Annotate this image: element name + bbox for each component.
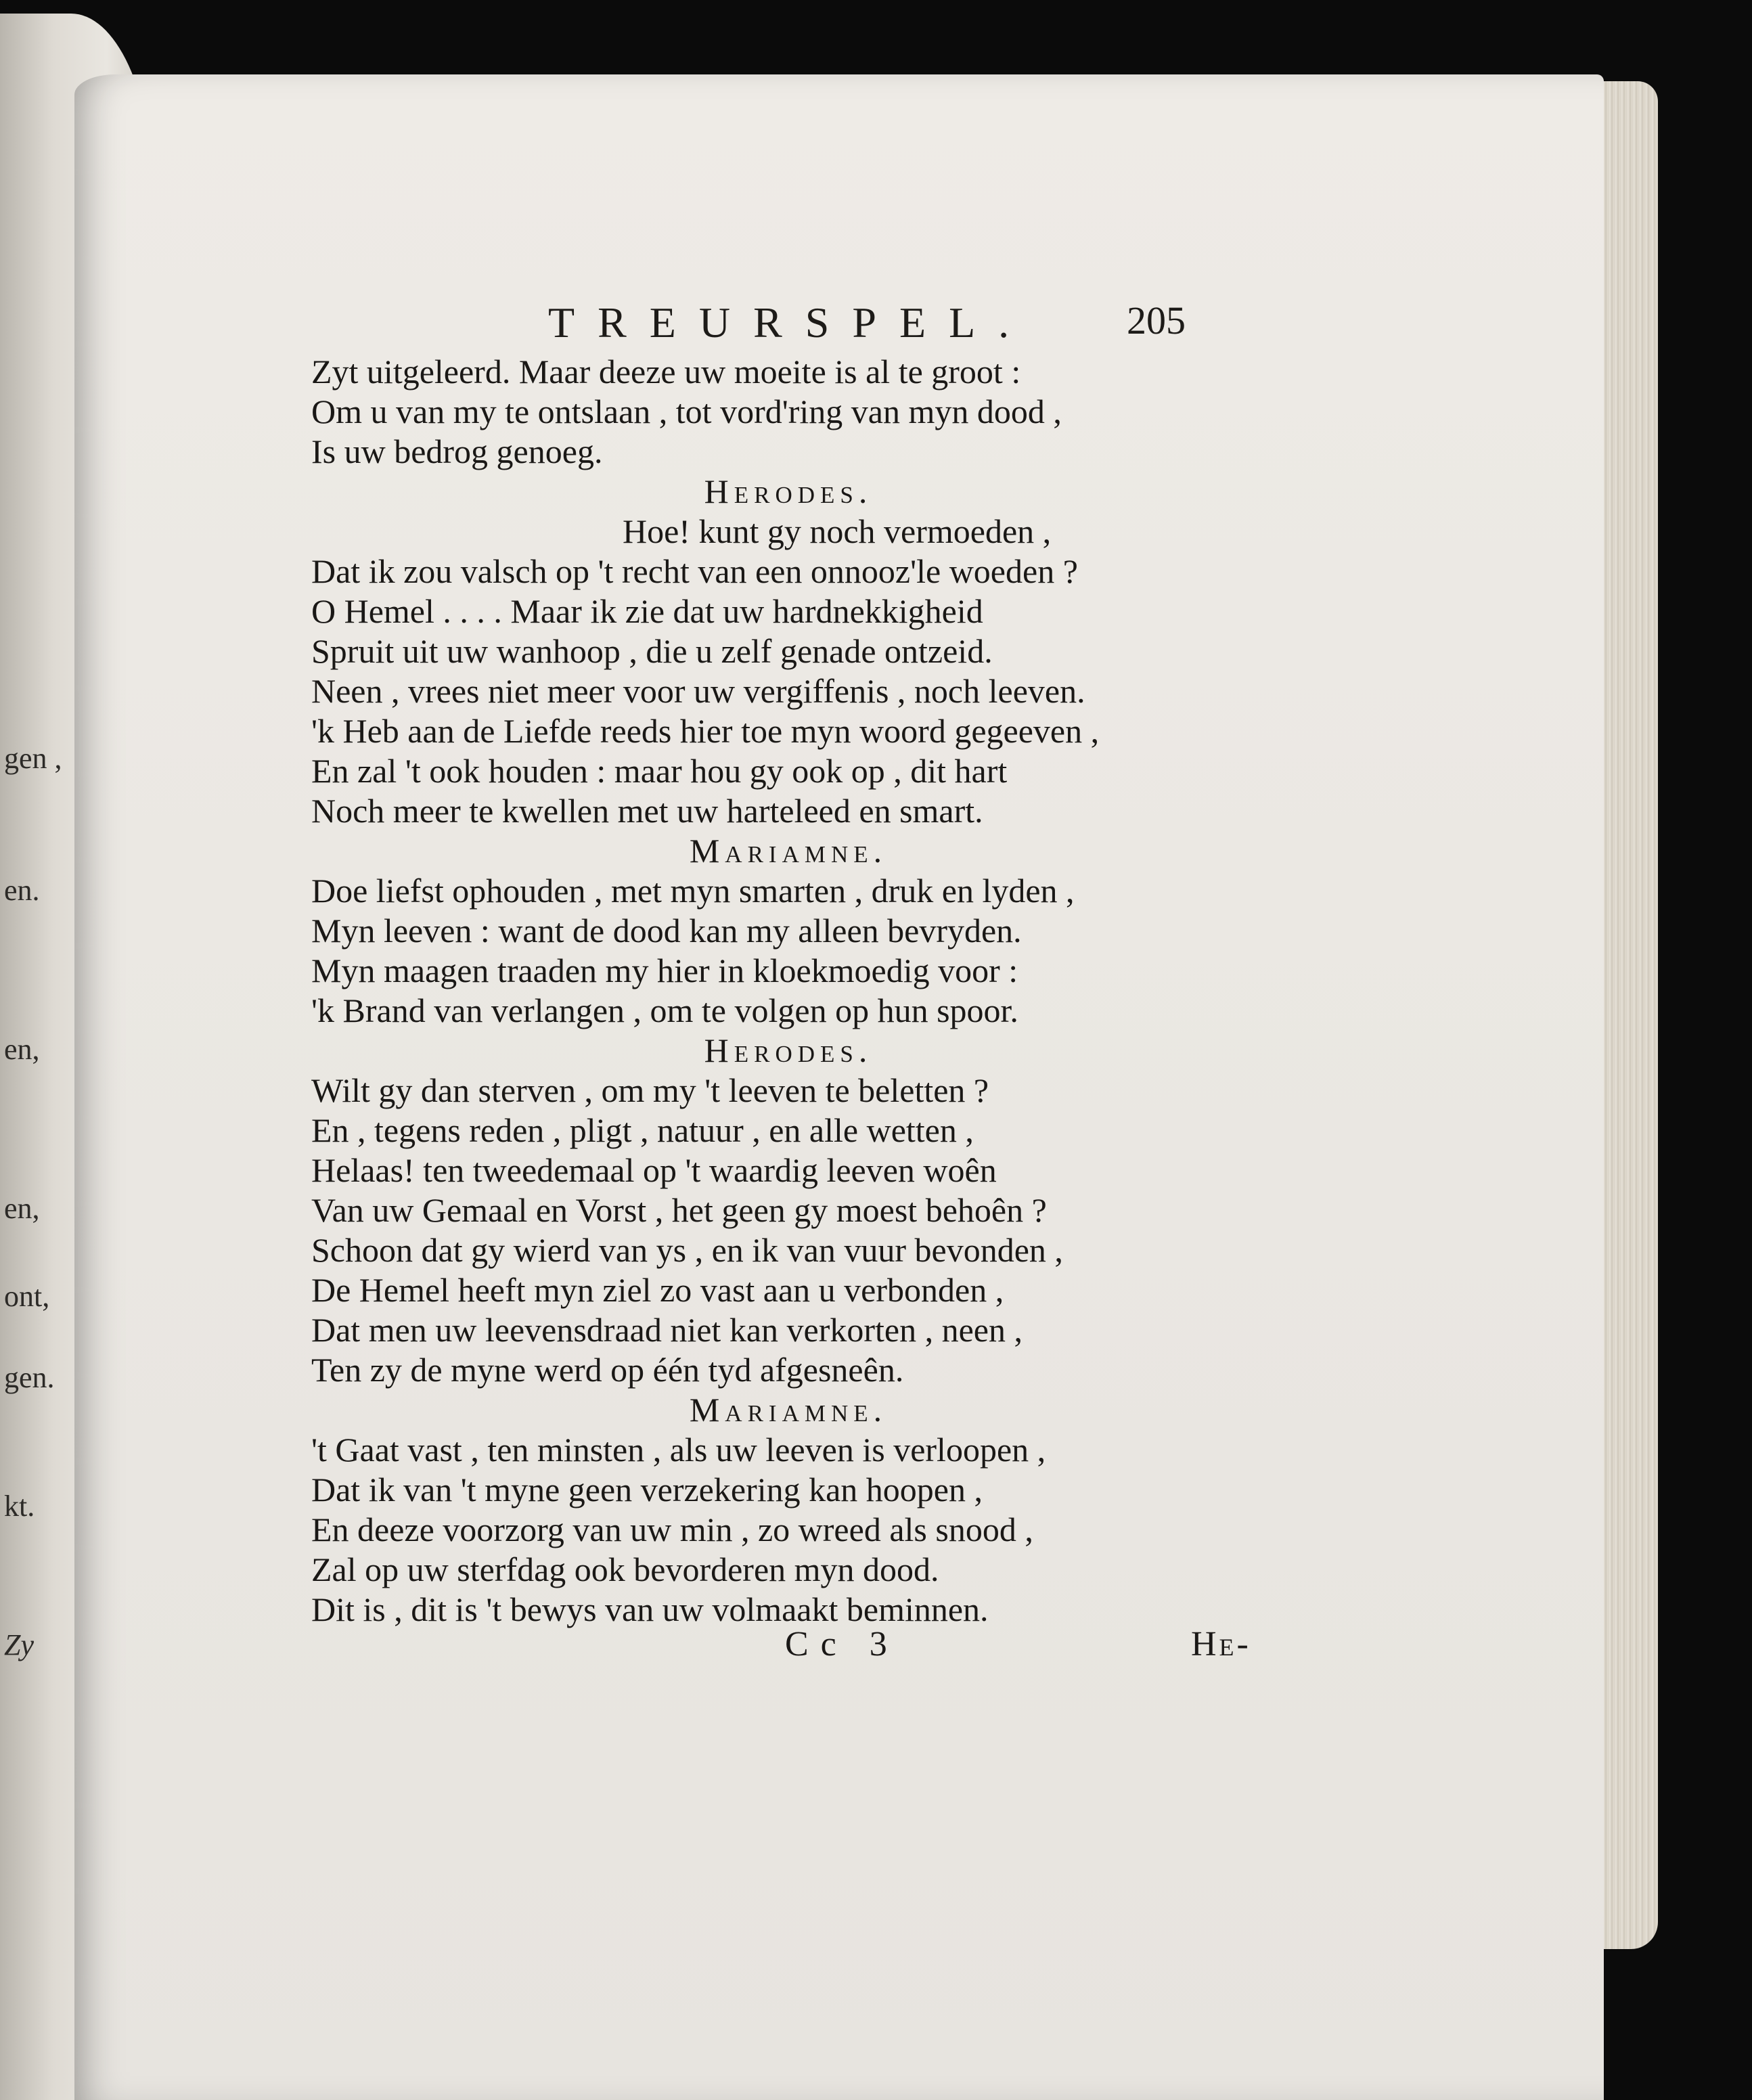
left-page-fragment: kt. (4, 1490, 35, 1523)
verse-line: Hoe! kunt gy noch vermoeden , (623, 512, 1052, 550)
left-page-fragment: en, (4, 1033, 40, 1066)
verse-line: Zyt uitgeleerd. Maar deeze uw moeite is al te groot : (311, 353, 1021, 390)
left-page-fragment: ont, (4, 1280, 50, 1313)
verse-line: Dat men uw leevensdraad niet kan verkorten , neen , (311, 1311, 1023, 1349)
page-number: 205 (1127, 298, 1186, 342)
page-footer (311, 1624, 1259, 1665)
verse-line: Dat ik zou valsch op 't recht van een onnooz'le woeden ? (311, 552, 1078, 590)
catchword: He- (1191, 1625, 1251, 1663)
verse-line: En zal 't ook houden : maar hou gy ook op , dit hart (311, 752, 1008, 790)
verse-line: 'k Heb aan de Liefde reeds hier toe myn woord gegeeven , (311, 712, 1100, 750)
verse-line: Ten zy de myne werd op één tyd afgesneên. (311, 1351, 904, 1389)
verse-line: Schoon dat gy wierd van ys , en ik van vuur bevonden , (311, 1231, 1063, 1269)
verse-line: Om u van my te ontslaan , tot vord'ring van myn dood , (311, 393, 1062, 430)
verse-line: Myn leeven : want de dood kan my alleen bevryden. (311, 912, 1022, 950)
verse-line: Zal op uw sterfdag ook bevorderen myn dood. (311, 1550, 939, 1588)
signature-mark: Cc 3 (785, 1625, 899, 1663)
verse-line: Myn maagen traaden my hier in kloekmoedig voor : (311, 952, 1018, 989)
verse-line: 'k Brand van verlangen , om te volgen op hun spoor. (311, 991, 1018, 1029)
speaker-heading: Herodes. (704, 472, 873, 510)
left-page-fragment: en, (4, 1192, 40, 1225)
running-head: TREURSPEL. (548, 298, 1033, 347)
verse-line: Spruit uit uw wanhoop , die u zelf genade ontzeid. (311, 632, 993, 670)
speaker-heading: Mariamne. (689, 1391, 888, 1429)
book-page (74, 74, 1604, 2100)
verse-line: Van uw Gemaal en Vorst , het geen gy moest behoên ? (311, 1191, 1047, 1229)
verse-line: En deeze voorzorg van uw min , zo wreed als snood , (311, 1511, 1033, 1548)
verse-line: En , tegens reden , pligt , natuur , en alle wetten , (311, 1111, 974, 1149)
verse-line: Helaas! ten tweedemaal op 't waardig leeven woên (311, 1151, 997, 1189)
verse-line: Dat ik van 't myne geen verzekering kan hoopen , (311, 1471, 983, 1509)
verse-line: O Hemel . . . . Maar ik zie dat uw hardnekkigheid (311, 592, 983, 630)
verse-line: Doe liefst ophouden , met myn smarten , druk en lyden , (311, 872, 1075, 910)
verse-line: Neen , vrees niet meer voor uw vergiffenis , noch leeven. (311, 672, 1085, 710)
left-page-fragment: Zy (4, 1628, 34, 1661)
verse-line: 't Gaat vast , ten minsten , als uw leeven is verloopen , (311, 1431, 1046, 1469)
left-page-fragment: en. (4, 874, 40, 907)
verse-line: De Hemel heeft myn ziel zo vast aan u verbonden , (311, 1271, 1004, 1309)
verse-text (311, 352, 1205, 1630)
verse-line: Wilt gy dan sterven , om my 't leeven te beletten ? (311, 1071, 989, 1109)
speaker-heading: Mariamne. (689, 832, 888, 870)
speaker-heading: Herodes. (704, 1031, 873, 1069)
left-page-fragment: gen , (4, 742, 62, 775)
verse-line: Dit is , dit is 't bewys van uw volmaakt beminnen. (311, 1590, 989, 1628)
left-page-fragment: gen. (4, 1361, 55, 1394)
verse-line: Noch meer te kwellen met uw harteleed en smart. (311, 792, 983, 830)
verse-line: Is uw bedrog genoeg. (311, 432, 603, 470)
